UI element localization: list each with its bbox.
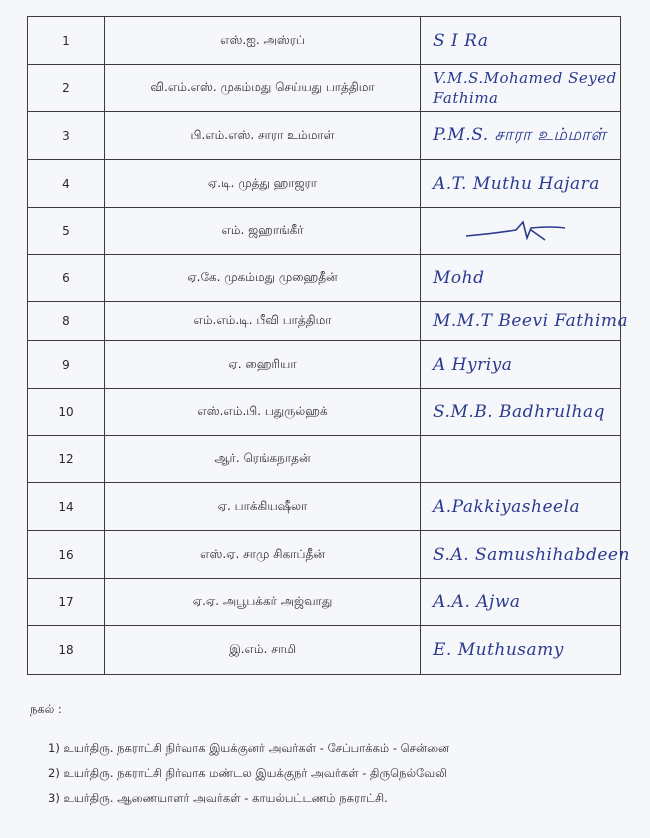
- row-number: 10: [28, 389, 105, 436]
- handwritten-signature: A.T. Muthu Hajara: [433, 173, 600, 194]
- signature-cell: [421, 531, 630, 579]
- row-number: 18: [28, 626, 105, 675]
- member-name: வி.எம்.எஸ். முகம்மது செய்யது பாத்திமா: [105, 65, 421, 112]
- copies-heading: நகல் :: [30, 702, 62, 716]
- member-name: ஏ.கே. முகம்மது முஹைதீன்: [105, 255, 421, 302]
- member-name: எம்.எம்.டி. பீவி பாத்திமா: [105, 302, 421, 341]
- copy-item: 1) உயர்திரு. நகராட்சி நிர்வாக இயக்குனர் அவர்கள் - சேப்பாக்கம் - சென்னை: [48, 741, 450, 755]
- handwritten-signature: S.A. Samushihabdeen: [433, 544, 630, 565]
- copy-item: 3) உயர்திரு. ஆணையாளர் அவர்கள் - காயல்பட்டணம் நகராட்சி.: [48, 791, 388, 805]
- signature-cell: [421, 389, 621, 436]
- row-number: 16: [28, 531, 105, 579]
- signature-cell: [421, 255, 621, 302]
- table-row: [28, 579, 621, 626]
- row-number: 17: [28, 579, 105, 626]
- signature-cell: [421, 65, 621, 112]
- member-name: எம். ஜஹாங்கீர்: [105, 208, 421, 255]
- signature-cell: [421, 112, 621, 160]
- copies-section: [30, 702, 630, 811]
- row-number: 2: [28, 65, 105, 112]
- signature-cell: [421, 17, 621, 65]
- signature-cell: [421, 436, 621, 483]
- row-number: 5: [28, 208, 105, 255]
- signature-cell: [421, 160, 621, 208]
- table-row: [28, 302, 621, 341]
- member-name: இ.எம். சாமி: [105, 626, 421, 675]
- member-name: ஏ. பாக்கியஷீலா: [105, 483, 421, 531]
- row-number: 4: [28, 160, 105, 208]
- signature-cell: [421, 579, 621, 626]
- row-number: 14: [28, 483, 105, 531]
- signature-register-table: [27, 16, 630, 675]
- member-name: எஸ்.ஐ. அஸ்ரப்: [105, 17, 421, 65]
- handwritten-signature: V.M.S.Mohamed Seyed Fathima: [433, 69, 617, 107]
- table-row: [28, 160, 621, 208]
- signature-scribble: [461, 216, 571, 246]
- table-row: [28, 65, 621, 112]
- member-name: ஏ.ஏ. அபூபக்கர் அஜ்வாது: [105, 579, 421, 626]
- handwritten-signature: A Hyriya: [433, 354, 513, 375]
- handwritten-signature: S.M.B. Badhrulhaq: [433, 402, 605, 422]
- row-number: 1: [28, 17, 105, 65]
- member-name: ஏ. ஹைரியா: [105, 341, 421, 389]
- member-name: எஸ்.ஏ. சாமு சிகாப்தீன்: [105, 531, 421, 579]
- table-row: [28, 112, 621, 160]
- table-row: [28, 17, 621, 65]
- row-number: 6: [28, 255, 105, 302]
- table-row: [28, 341, 621, 389]
- signature-cell: [421, 483, 621, 531]
- signature-cell: [421, 626, 621, 675]
- handwritten-signature: M.M.T Beevi Fathima: [433, 311, 629, 331]
- row-number: 12: [28, 436, 105, 483]
- copy-item: 2) உயர்திரு. நகராட்சி நிர்வாக மண்டல இயக்குநர் அவர்கள் - திருநெல்வேலி: [48, 766, 447, 780]
- member-name: எஸ்.எம்.பி. பதுருல்ஹக்: [105, 389, 421, 436]
- table-row: [28, 389, 621, 436]
- handwritten-signature: P.M.S. சாரா உம்மாள்: [433, 124, 607, 145]
- handwritten-signature: A.A. Ajwa: [433, 592, 521, 612]
- member-name: பி.எம்.எஸ். சாரா உம்மாள்: [105, 112, 421, 160]
- table-row: [28, 208, 621, 255]
- handwritten-signature: Mohd: [433, 268, 485, 288]
- signature-cell: [421, 341, 621, 389]
- member-name: ஏ.டி. முத்து ஹாஜரா: [105, 160, 421, 208]
- table-row: [28, 255, 621, 302]
- handwritten-signature: S I Ra: [433, 30, 489, 51]
- signature-cell: [421, 302, 629, 341]
- table-row: [28, 531, 621, 579]
- signature-cell: [421, 208, 621, 255]
- row-number: 9: [28, 341, 105, 389]
- row-number: 3: [28, 112, 105, 160]
- table-row: [28, 436, 621, 483]
- member-name: ஆர். ரெங்கநாதன்: [105, 436, 421, 483]
- table-row: [28, 626, 621, 675]
- table-row: [28, 483, 621, 531]
- handwritten-signature: A.Pakkiyasheela: [433, 496, 581, 517]
- row-number: 8: [28, 302, 105, 341]
- handwritten-signature: E. Muthusamy: [433, 640, 564, 660]
